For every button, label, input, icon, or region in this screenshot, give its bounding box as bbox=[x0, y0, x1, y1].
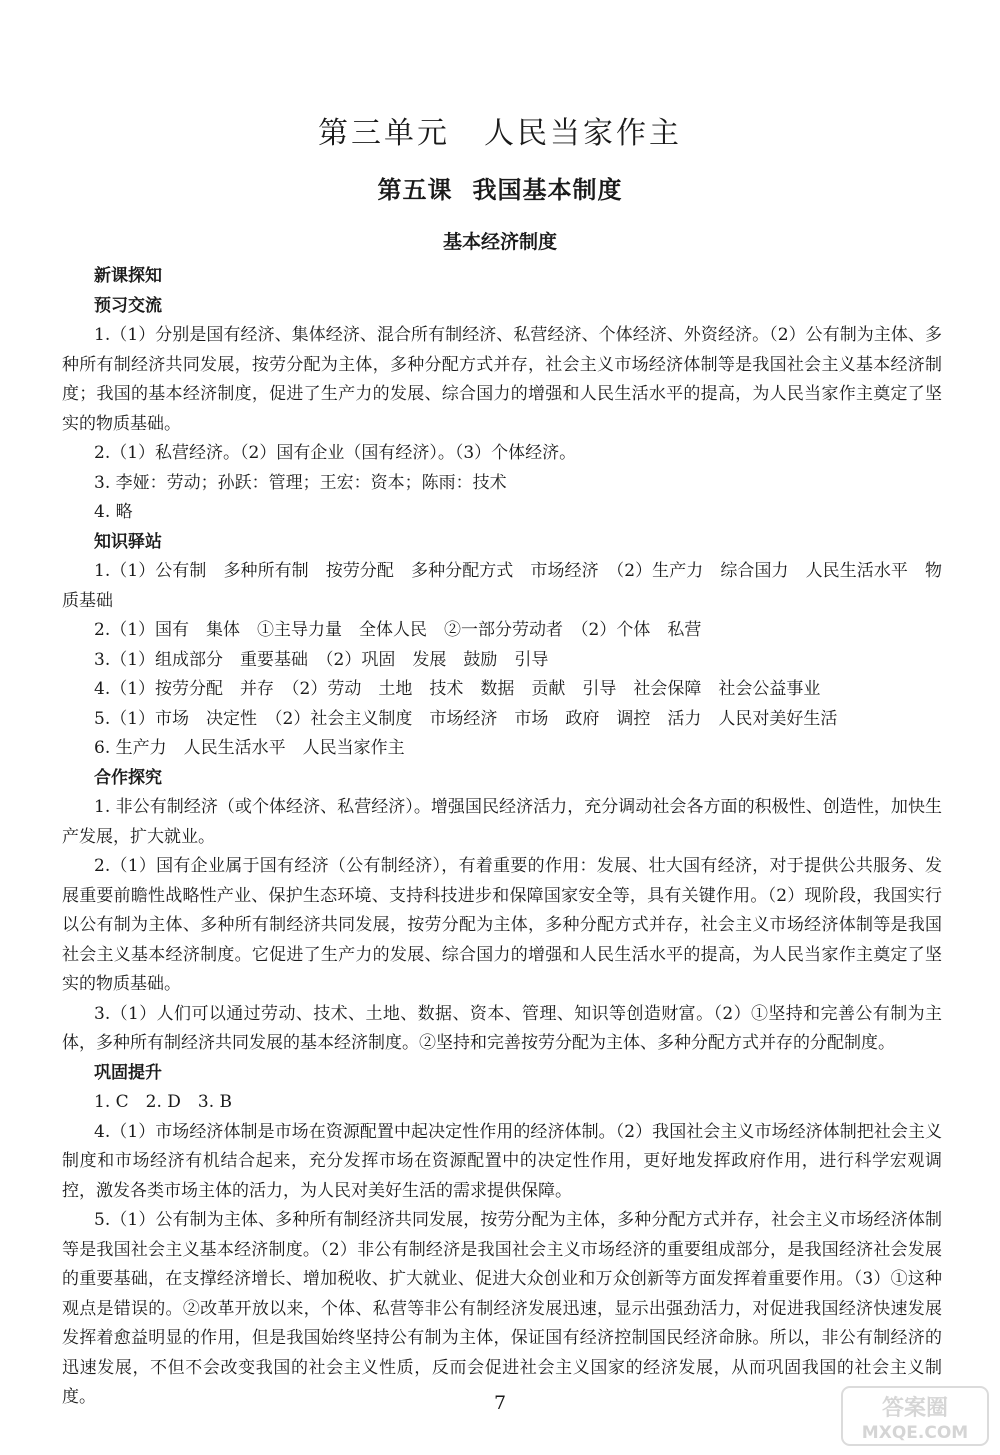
unit-title-number: 第三单元 bbox=[318, 116, 450, 151]
knowledge-item: 6. 生产力 人民生活水平 人民当家作主 bbox=[94, 738, 405, 758]
lesson-title bbox=[0, 170, 1000, 205]
cooperation-item: 3.（1）人们可以通过劳动、技术、土地、数据、资本、管理、知识等创造财富。（2）①坚持和完善公有制为主体，多种所有制经济共同发展的基本经济制度。②坚持和完善按劳分配为主体、多种分配方式并存的分配制度。 bbox=[62, 1003, 942, 1053]
knowledge-item: 5.（1）市场 决定性 （2）社会主义制度 市场经济 市场 政府 调控 活力 人民对美好生活 bbox=[94, 708, 838, 729]
watermark-bottom-text: MXQE.COM bbox=[861, 1423, 969, 1443]
watermark-top-text: 答案圈 bbox=[881, 1396, 949, 1421]
consolidate-item: 5.（1）公有制为主体、多种所有制经济共同发展，按劳分配为主体，多种分配方式并存，社会主义市场经济体制等是我国社会主义基本经济制度。（2）非公有制经济是我国社会主义市场经济的重要组成部分，是我国经济社会发展的重要基础，在支撑经济增长、增加税收、扩大就业、促进大众创业和万众创新等方面发挥着重要作用。（3）①这种观点是错误的。②改革开放以来，个体、私营等非公有制经济发展迅速，显示出强劲活力，对促进我国经济快速发展发挥着愈益明显的作用，但是我国始终坚持公有制为主体，保证国有经济控制国民经济命脉。所以，非公有制经济的迅速发展，不但不会改变我国的社会主义性质，反而会促进社会主义国家的经济发展，从而巩固我国的社会主义制度。 bbox=[62, 1210, 942, 1407]
watermark-logo bbox=[840, 1385, 990, 1447]
lesson-title-name: 我国基本制度 bbox=[472, 176, 623, 204]
consolidate-item: 1. C 2. D 3. B bbox=[94, 1092, 233, 1112]
cooperation-item: 1. 非公有制经济（或个体经济、私营经济）。增强国民经济活力，充分调动社会各方面的积极性、创造性，加快生产发展，扩大就业。 bbox=[62, 797, 942, 847]
knowledge-item: 3.（1）组成部分 重要基础 （2）巩固 发展 鼓励 引导 bbox=[94, 649, 549, 670]
preview-item: 4. 略 bbox=[94, 502, 133, 522]
heading-cooperation: 合作探究 bbox=[94, 767, 162, 788]
page-number: 7 bbox=[493, 1392, 507, 1414]
knowledge-item: 2.（1）国有 集体 ①主导力量 全体人民 ②一部分劳动者 （2）个体 私营 bbox=[94, 620, 702, 640]
consolidate-item: 4.（1）市场经济体制是市场在资源配置中起决定性作用的经济体制。（2）我国社会主义市场经济体制把社会主义制度和市场经济有机结合起来，充分发挥市场在资源配置中的决定性作用，更好地发挥政府作用，进行科学宏观调控，激发各类市场主体的活力，为人民对美好生活的需求提供保障。 bbox=[62, 1121, 942, 1201]
preview-item: 2.（1）私营经济。（2）国有企业（国有经济）。（3）个体经济。 bbox=[94, 443, 577, 463]
unit-title bbox=[0, 108, 1000, 152]
answer-content bbox=[62, 262, 942, 1413]
heading-new: 新课探知 bbox=[94, 266, 162, 286]
heading-consolidate: 巩固提升 bbox=[94, 1062, 162, 1083]
heading-knowledge: 知识驿站 bbox=[94, 531, 162, 552]
unit-title-name: 人民当家作主 bbox=[484, 116, 682, 151]
section-title: 基本经济制度 bbox=[442, 231, 557, 253]
knowledge-item: 4.（1）按劳分配 并存 （2）劳动 土地 技术 数据 贡献 引导 社会保障 社会公益事业 bbox=[94, 679, 821, 699]
preview-item: 1.（1）分别是国有经济、集体经济、混合所有制经济、私营经济、个体经济、外资经济。（2）公有制为主体、多种所有制经济共同发展，按劳分配为主体，多种分配方式并存，社会主义市场经济体制等是我国社会主义基本经济制度；我国的基本经济制度，促进了生产力的发展、综合国力的增强和人民生活水平的提高，为人民当家作主奠定了坚实的物质基础。 bbox=[62, 325, 942, 434]
heading-preview: 预习交流 bbox=[94, 295, 162, 316]
cooperation-item: 2.（1）国有企业属于国有经济（公有制经济），有着重要的作用：发展、壮大国有经济，对于提供公共服务、发展重要前瞻性战略性产业、保护生态环境、支持科技进步和保障国家安全等，具有关键作用。（2）现阶段，我国实行以公有制为主体、多种所有制经济共同发展，按劳分配为主体，多种分配方式并存，社会主义市场经济体制等是我国社会主义基本经济制度。它促进了生产力的发展、综合国力的增强和人民生活水平的提高，为人民当家作主奠定了坚实的物质基础。 bbox=[62, 856, 942, 994]
preview-item: 3. 李娅：劳动；孙跃：管理；王宏：资本；陈雨：技术 bbox=[94, 472, 507, 493]
lesson-title-number: 第五课 bbox=[377, 176, 453, 204]
knowledge-item: 1.（1）公有制 多种所有制 按劳分配 多种分配方式 市场经济 （2）生产力 综合国力 人民生活水平 物质基础 bbox=[62, 561, 942, 611]
